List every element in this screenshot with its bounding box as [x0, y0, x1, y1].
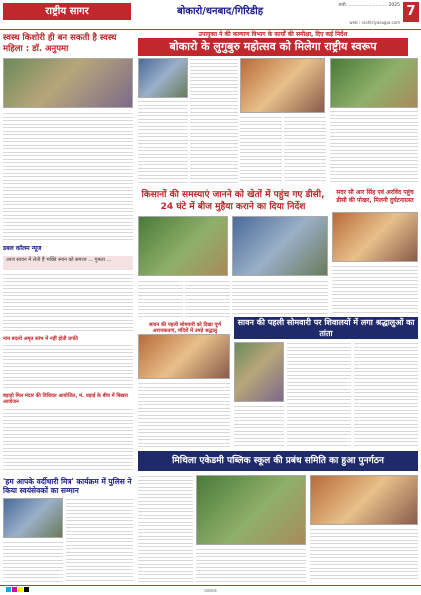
bottom-right-photo	[310, 475, 418, 525]
left-mid-body-2	[3, 344, 133, 389]
edition-cities: बोकारो/धनबाद/गिरिडीह	[176, 6, 263, 17]
bottom-banner[interactable]: मिथिला एकेडमी पब्लिक स्कूल की प्रबंध समिति का हुआ पुनर्गठन	[138, 451, 418, 471]
bottom-right-body	[310, 528, 418, 582]
page-footer: प्रकाशक	[0, 585, 421, 595]
center-mid-kicker: सावन की पहली सोमवारी को दिखा पूर्ण अराजकताएं, मंदिरों में उमड़े श्रद्धालु	[149, 322, 221, 334]
masthead	[0, 0, 421, 30]
center-mid-body	[138, 382, 230, 448]
center-mid-photo	[138, 334, 230, 379]
middle-body-3	[232, 280, 328, 314]
left-mid-kicker: आज सावन में लेती हैं भक्ति स्नान को समाज ... गुमला ...	[3, 256, 133, 270]
right-mid-banner[interactable]: सावन की पहली सोमवारी पर शिवालयों में लगा श्रद्धालुओं का तांता	[234, 317, 418, 339]
bottom-left-body-0	[3, 541, 63, 582]
right-mid-body-0	[234, 405, 284, 448]
right-mid-photo	[234, 342, 284, 402]
right-mid-body-2	[354, 342, 418, 448]
lead-photo-1	[138, 58, 188, 98]
edition-date: रांची ............................ 2025	[338, 3, 400, 8]
page-number: 7	[403, 2, 419, 22]
bottom-group-photo	[196, 475, 306, 545]
left-mid-sub-headline-2[interactable]: बड़ाहो मिल मंदार की विधिवत आयोजित, मं. धड़ाई के बीच में बिखरा आयोजन	[3, 393, 128, 405]
left-mid-body-3	[3, 408, 133, 472]
lead-headline[interactable]: बोकारो के लुगुबुरु महोत्सव को मिलेगा राष्ट्रीय स्वरूप	[138, 38, 408, 56]
lead-body-col-3	[284, 116, 326, 184]
lead-kicker: उपायुक्त ने की कल्याण विभाग के कार्यों की समीक्षा, दिए कई निर्देश	[198, 31, 348, 38]
middle-headline[interactable]: किसानों की समस्याएं जानने को खेतों में पहुंच गए डीसी, 24 घंटे में बीज मुहैया कराने का दिया निर्देश	[141, 190, 325, 212]
right-photo-top	[330, 58, 418, 108]
right-body-mid	[332, 265, 418, 315]
right-photo-mid	[332, 212, 418, 262]
lead-body-col-2	[240, 116, 282, 184]
right-mid-body-1	[287, 342, 351, 448]
left-top-headline[interactable]: स्वस्थ किशोरी ही बन सकती है स्वस्थ महिला : डॉ. अनुपमा	[3, 33, 117, 54]
cmyk-registration-marks	[6, 587, 29, 592]
website-link[interactable]: web : rashtriyasagar.com	[349, 20, 400, 25]
middle-body-1	[138, 280, 183, 318]
left-mid-body-1	[3, 273, 133, 333]
lead-body-col-0	[138, 100, 188, 184]
left-mid-sub-headline[interactable]: नाम बदलो अमृत स्तंभ में नहीं होती प्रगति	[3, 336, 79, 342]
newspaper-brand: राष्ट्रीय सागर	[3, 3, 131, 20]
right-body-top	[330, 110, 418, 184]
bottom-mid-body	[138, 475, 193, 582]
middle-photo-2	[232, 216, 328, 276]
middle-photo	[138, 216, 228, 276]
lead-body-col-1	[190, 58, 238, 183]
bottom-left-photo	[3, 498, 63, 538]
double-column-section: डबल कॉलम न्यूज	[3, 245, 42, 252]
left-top-photo	[3, 58, 133, 108]
middle-body-2	[185, 280, 230, 318]
bottom-left-body-1	[66, 498, 133, 582]
bottom-caption-body	[196, 548, 306, 582]
bottom-left-headline[interactable]: 'हम आपके वर्दीधारी मित्र' कार्यक्रम में पुलिस ने किया स्वयंसेवकों का सम्मान	[3, 477, 132, 495]
left-top-body	[3, 112, 133, 240]
right-small-headline[interactable]: सदर सी आर सिंह एवं अरविंद पहुंच डीसी की पोखर, मिलनी दुर्घटनाग्रस्त	[336, 189, 414, 204]
lead-photo-2	[240, 58, 325, 113]
